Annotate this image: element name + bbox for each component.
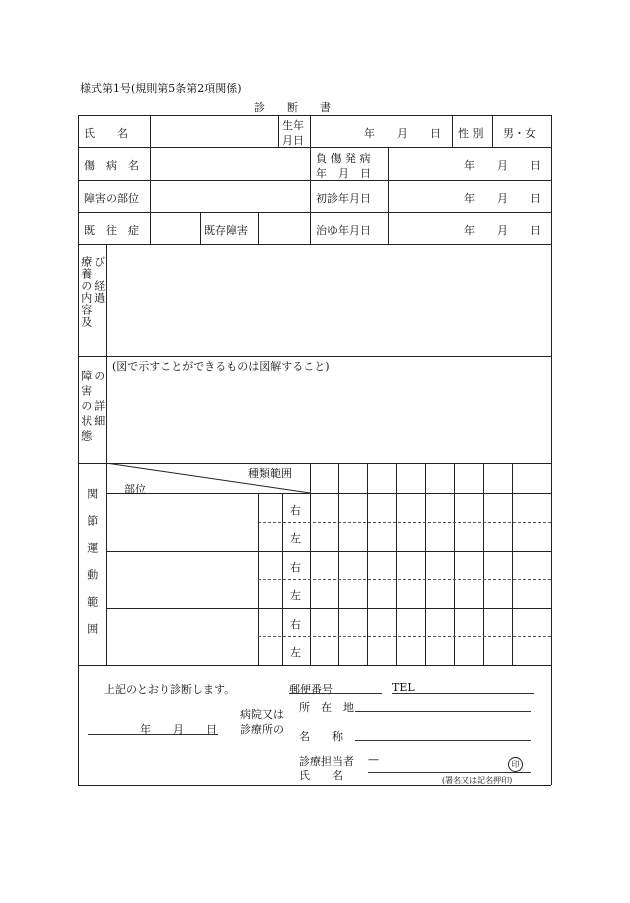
cure-date-value[interactable]: 年 月 日 <box>464 224 541 237</box>
doctor-label-2: 氏 名 <box>299 769 343 782</box>
statement-text: 上記のとおり診断します。 <box>104 683 236 696</box>
hospital-name-field[interactable] <box>355 740 531 741</box>
rom-side-left-3: 左 <box>290 646 301 659</box>
rom-side-label: 関節運動範囲 <box>85 488 99 650</box>
name-field[interactable] <box>152 117 276 145</box>
hospital-label-2: 診療所の <box>240 723 284 736</box>
rom-part-label: 部位 <box>124 483 146 496</box>
birth-date-value[interactable]: 年 月 日 <box>364 127 441 140</box>
treatment-label-col1: 療養の内容及 <box>79 256 93 328</box>
disability-site-label: 障害の部位 <box>84 192 139 205</box>
sex-value[interactable]: 男・女 <box>503 127 536 140</box>
detail-label-col1: 障害の状態 <box>79 370 93 445</box>
treatment-field[interactable] <box>108 246 549 354</box>
rom-side-left-2: 左 <box>290 589 301 602</box>
onset-date-value[interactable]: 年 月 日 <box>464 159 541 172</box>
rom-side-right-2: 右 <box>290 561 301 574</box>
sex-label: 性 別 <box>458 127 484 140</box>
onset-label-1: 負 傷 発 病 <box>316 152 371 165</box>
document-title: 診 断 書 <box>254 101 331 114</box>
detail-label-col2: の 詳細 <box>92 370 106 430</box>
rom-side-right-3: 右 <box>290 618 301 631</box>
form-code: 様式第1号(規則第5条第2項関係) <box>80 82 242 95</box>
past-history-field[interactable] <box>152 214 198 242</box>
tel-label: TEL <box>392 681 415 694</box>
doctor-dash: — <box>368 753 379 766</box>
tel-field[interactable] <box>392 693 534 694</box>
doctor-name-field[interactable] <box>368 772 531 773</box>
rom-side-left-1: 左 <box>290 532 301 545</box>
doctor-label-1: 診療担当者 <box>299 755 354 768</box>
sign-note: (署名又は記名押印) <box>442 776 513 785</box>
treatment-label-col2: び 経過 <box>92 256 106 304</box>
disability-site-field[interactable] <box>152 182 308 210</box>
detail-field[interactable] <box>108 374 549 461</box>
birth-label-1: 生年 <box>282 119 304 132</box>
seal-icon <box>508 757 523 772</box>
address-field[interactable] <box>355 711 531 712</box>
postal-label: 郵便番号 <box>289 683 333 696</box>
birth-label-2: 月日 <box>282 134 304 147</box>
disease-field[interactable] <box>152 149 308 179</box>
existing-disability-label: 既存障害 <box>204 224 248 237</box>
hospital-name-label: 名 称 <box>299 730 343 743</box>
first-visit-label: 初診年月日 <box>316 192 371 205</box>
first-visit-date-value[interactable]: 年 月 日 <box>464 192 541 205</box>
rom-side-right-1: 右 <box>290 504 301 517</box>
seal-label: 印 <box>511 760 520 769</box>
hospital-label-1: 病院又は <box>240 708 284 721</box>
detail-note: (図で示すことができるものは図解すること) <box>112 360 330 373</box>
date-value[interactable]: 年 月 日 <box>140 723 217 736</box>
onset-label-2: 年 月 日 <box>316 167 371 180</box>
past-history-label: 既 往 症 <box>84 224 139 237</box>
cure-date-label: 治ゆ年月日 <box>316 224 371 237</box>
disease-label: 傷 病 名 <box>84 159 139 172</box>
name-label: 氏 名 <box>84 127 128 140</box>
address-label: 所 在 地 <box>299 701 354 714</box>
rom-type-label: 種類範囲 <box>248 467 292 480</box>
